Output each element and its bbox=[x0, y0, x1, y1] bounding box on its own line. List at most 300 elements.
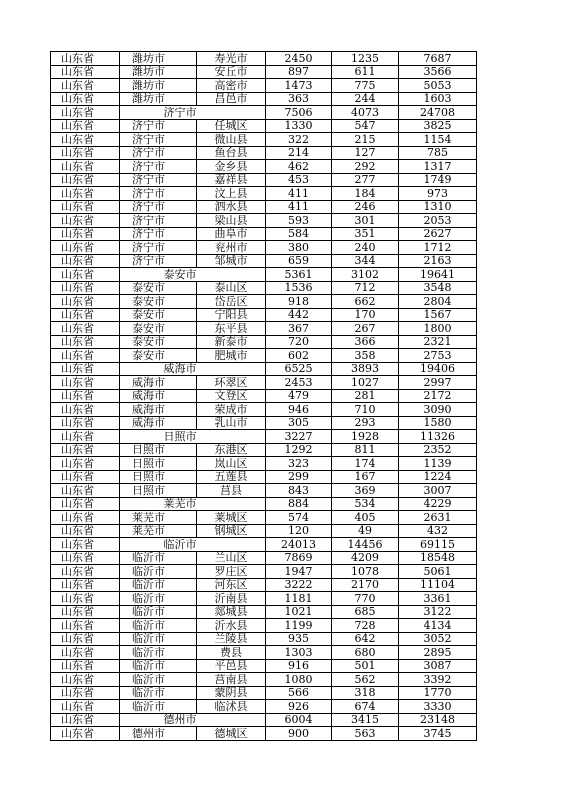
district-cell bbox=[197, 106, 266, 120]
province-cell: 山东省 bbox=[51, 551, 120, 565]
value-cell-3: 3745 bbox=[399, 727, 477, 741]
district-cell: 河东区 bbox=[197, 578, 266, 592]
district-cell: 兰山区 bbox=[197, 551, 266, 565]
district-cell: 钢城区 bbox=[197, 524, 266, 538]
table-row bbox=[51, 254, 477, 268]
value-cell-2: 611 bbox=[332, 65, 399, 79]
district-cell: 沂南县 bbox=[197, 592, 266, 606]
value-cell-2: 405 bbox=[332, 511, 399, 525]
value-cell-2: 366 bbox=[332, 335, 399, 349]
district-cell bbox=[197, 362, 266, 376]
value-cell-2: 674 bbox=[332, 700, 399, 714]
value-cell-3: 2997 bbox=[399, 376, 477, 390]
value-cell-1: 1303 bbox=[266, 646, 332, 660]
value-cell-1: 1330 bbox=[266, 119, 332, 133]
table-body bbox=[51, 52, 477, 741]
city-cell: 临沂市 bbox=[120, 619, 197, 633]
city-cell: 临沂市 bbox=[120, 659, 197, 673]
district-cell: 泰山区 bbox=[197, 281, 266, 295]
province-cell: 山东省 bbox=[51, 443, 120, 457]
province-cell: 山东省 bbox=[51, 322, 120, 336]
province-cell: 山东省 bbox=[51, 92, 120, 106]
value-cell-1: 411 bbox=[266, 187, 332, 201]
district-cell: 任城区 bbox=[197, 119, 266, 133]
value-cell-1: 411 bbox=[266, 200, 332, 214]
province-cell: 山东省 bbox=[51, 727, 120, 741]
city-cell: 日照市 bbox=[120, 484, 197, 498]
city-cell: 济宁市 bbox=[120, 214, 197, 228]
city-total-row bbox=[51, 362, 477, 376]
value-cell-2: 318 bbox=[332, 686, 399, 700]
value-cell-3: 973 bbox=[399, 187, 477, 201]
province-cell: 山东省 bbox=[51, 619, 120, 633]
value-cell-3: 19641 bbox=[399, 268, 477, 282]
district-cell: 微山县 bbox=[197, 133, 266, 147]
value-cell-3: 3392 bbox=[399, 673, 477, 687]
district-cell: 汶上县 bbox=[197, 187, 266, 201]
value-cell-3: 23148 bbox=[399, 713, 477, 727]
value-cell-3: 3361 bbox=[399, 592, 477, 606]
city-name-cell: 莱芜市 bbox=[120, 497, 197, 511]
city-cell: 济宁市 bbox=[120, 146, 197, 160]
table-row bbox=[51, 65, 477, 79]
district-cell: 费县 bbox=[197, 646, 266, 660]
value-cell-1: 7506 bbox=[266, 106, 332, 120]
district-cell: 德城区 bbox=[197, 727, 266, 741]
value-cell-1: 6525 bbox=[266, 362, 332, 376]
table-row bbox=[51, 727, 477, 741]
city-name-cell: 济宁市 bbox=[120, 106, 197, 120]
value-cell-2: 369 bbox=[332, 484, 399, 498]
district-cell: 乳山市 bbox=[197, 416, 266, 430]
value-cell-2: 215 bbox=[332, 133, 399, 147]
value-cell-2: 547 bbox=[332, 119, 399, 133]
value-cell-1: 7869 bbox=[266, 551, 332, 565]
table-row bbox=[51, 281, 477, 295]
table-row bbox=[51, 632, 477, 646]
value-cell-2: 563 bbox=[332, 727, 399, 741]
table-row bbox=[51, 592, 477, 606]
city-total-row bbox=[51, 713, 477, 727]
city-cell: 德州市 bbox=[120, 727, 197, 741]
district-cell: 蒙阴县 bbox=[197, 686, 266, 700]
city-cell: 济宁市 bbox=[120, 187, 197, 201]
value-cell-3: 4134 bbox=[399, 619, 477, 633]
city-cell: 临沂市 bbox=[120, 632, 197, 646]
city-cell: 泰安市 bbox=[120, 308, 197, 322]
value-cell-1: 453 bbox=[266, 173, 332, 187]
province-cell: 山东省 bbox=[51, 713, 120, 727]
table-row bbox=[51, 457, 477, 471]
province-cell: 山东省 bbox=[51, 605, 120, 619]
value-cell-3: 785 bbox=[399, 146, 477, 160]
province-cell: 山东省 bbox=[51, 335, 120, 349]
province-cell: 山东省 bbox=[51, 52, 120, 66]
value-cell-2: 680 bbox=[332, 646, 399, 660]
value-cell-2: 244 bbox=[332, 92, 399, 106]
district-cell bbox=[197, 268, 266, 282]
city-name-cell: 威海市 bbox=[120, 362, 197, 376]
province-cell: 山东省 bbox=[51, 349, 120, 363]
table-row bbox=[51, 524, 477, 538]
district-cell bbox=[197, 713, 266, 727]
province-cell: 山东省 bbox=[51, 295, 120, 309]
province-cell: 山东省 bbox=[51, 187, 120, 201]
province-cell: 山东省 bbox=[51, 133, 120, 147]
province-cell: 山东省 bbox=[51, 268, 120, 282]
value-cell-3: 1580 bbox=[399, 416, 477, 430]
value-cell-2: 685 bbox=[332, 605, 399, 619]
value-cell-2: 293 bbox=[332, 416, 399, 430]
value-cell-2: 174 bbox=[332, 457, 399, 471]
value-cell-3: 1712 bbox=[399, 241, 477, 255]
value-cell-3: 3007 bbox=[399, 484, 477, 498]
province-cell: 山东省 bbox=[51, 389, 120, 403]
province-cell: 山东省 bbox=[51, 403, 120, 417]
table-row bbox=[51, 79, 477, 93]
value-cell-1: 593 bbox=[266, 214, 332, 228]
value-cell-3: 1139 bbox=[399, 457, 477, 471]
district-cell: 寿光市 bbox=[197, 52, 266, 66]
value-cell-2: 1027 bbox=[332, 376, 399, 390]
province-cell: 山东省 bbox=[51, 686, 120, 700]
value-cell-2: 358 bbox=[332, 349, 399, 363]
city-name-cell: 日照市 bbox=[120, 430, 197, 444]
province-cell: 山东省 bbox=[51, 416, 120, 430]
province-cell: 山东省 bbox=[51, 578, 120, 592]
value-cell-1: 2450 bbox=[266, 52, 332, 66]
value-cell-3: 1317 bbox=[399, 160, 477, 174]
value-cell-2: 301 bbox=[332, 214, 399, 228]
province-cell: 山东省 bbox=[51, 79, 120, 93]
value-cell-3: 2631 bbox=[399, 511, 477, 525]
value-cell-1: 442 bbox=[266, 308, 332, 322]
value-cell-1: 299 bbox=[266, 470, 332, 484]
value-cell-3: 4229 bbox=[399, 497, 477, 511]
value-cell-1: 5361 bbox=[266, 268, 332, 282]
table-row bbox=[51, 146, 477, 160]
district-cell: 高密市 bbox=[197, 79, 266, 93]
value-cell-1: 1536 bbox=[266, 281, 332, 295]
table-row bbox=[51, 686, 477, 700]
value-cell-3: 5053 bbox=[399, 79, 477, 93]
table-row bbox=[51, 349, 477, 363]
value-cell-2: 728 bbox=[332, 619, 399, 633]
value-cell-1: 946 bbox=[266, 403, 332, 417]
province-cell: 山东省 bbox=[51, 200, 120, 214]
value-cell-1: 367 bbox=[266, 322, 332, 336]
value-cell-1: 214 bbox=[266, 146, 332, 160]
province-cell: 山东省 bbox=[51, 700, 120, 714]
district-cell: 莒县 bbox=[197, 484, 266, 498]
province-cell: 山东省 bbox=[51, 565, 120, 579]
value-cell-2: 170 bbox=[332, 308, 399, 322]
district-cell: 莱城区 bbox=[197, 511, 266, 525]
city-cell: 临沂市 bbox=[120, 565, 197, 579]
city-cell: 临沂市 bbox=[120, 592, 197, 606]
city-cell: 济宁市 bbox=[120, 173, 197, 187]
province-cell: 山东省 bbox=[51, 673, 120, 687]
city-total-row bbox=[51, 268, 477, 282]
value-cell-2: 267 bbox=[332, 322, 399, 336]
province-cell: 山东省 bbox=[51, 592, 120, 606]
value-cell-3: 3825 bbox=[399, 119, 477, 133]
district-cell: 新泰市 bbox=[197, 335, 266, 349]
value-cell-2: 3893 bbox=[332, 362, 399, 376]
value-cell-1: 120 bbox=[266, 524, 332, 538]
value-cell-2: 3415 bbox=[332, 713, 399, 727]
value-cell-2: 811 bbox=[332, 443, 399, 457]
value-cell-3: 69115 bbox=[399, 538, 477, 552]
value-cell-1: 916 bbox=[266, 659, 332, 673]
value-cell-2: 712 bbox=[332, 281, 399, 295]
district-cell: 安丘市 bbox=[197, 65, 266, 79]
district-cell: 梁山县 bbox=[197, 214, 266, 228]
district-cell: 临沭县 bbox=[197, 700, 266, 714]
table-row bbox=[51, 335, 477, 349]
value-cell-2: 710 bbox=[332, 403, 399, 417]
value-cell-2: 4209 bbox=[332, 551, 399, 565]
value-cell-1: 2453 bbox=[266, 376, 332, 390]
province-cell: 山东省 bbox=[51, 119, 120, 133]
district-cell: 沂水县 bbox=[197, 619, 266, 633]
city-cell: 临沂市 bbox=[120, 646, 197, 660]
value-cell-2: 246 bbox=[332, 200, 399, 214]
value-cell-1: 1199 bbox=[266, 619, 332, 633]
value-cell-2: 4073 bbox=[332, 106, 399, 120]
value-cell-2: 562 bbox=[332, 673, 399, 687]
value-cell-3: 3566 bbox=[399, 65, 477, 79]
province-cell: 山东省 bbox=[51, 470, 120, 484]
value-cell-1: 900 bbox=[266, 727, 332, 741]
value-cell-2: 49 bbox=[332, 524, 399, 538]
table-row bbox=[51, 241, 477, 255]
table-row bbox=[51, 173, 477, 187]
table-row bbox=[51, 403, 477, 417]
value-cell-3: 11104 bbox=[399, 578, 477, 592]
city-cell: 潍坊市 bbox=[120, 65, 197, 79]
value-cell-3: 19406 bbox=[399, 362, 477, 376]
value-cell-3: 2753 bbox=[399, 349, 477, 363]
value-cell-3: 5061 bbox=[399, 565, 477, 579]
value-cell-1: 24013 bbox=[266, 538, 332, 552]
value-cell-1: 305 bbox=[266, 416, 332, 430]
value-cell-2: 184 bbox=[332, 187, 399, 201]
value-cell-2: 534 bbox=[332, 497, 399, 511]
table-row bbox=[51, 119, 477, 133]
table-row bbox=[51, 187, 477, 201]
value-cell-3: 1749 bbox=[399, 173, 477, 187]
value-cell-3: 18548 bbox=[399, 551, 477, 565]
district-cell: 曲阜市 bbox=[197, 227, 266, 241]
value-cell-2: 344 bbox=[332, 254, 399, 268]
value-cell-3: 2804 bbox=[399, 295, 477, 309]
value-cell-2: 770 bbox=[332, 592, 399, 606]
city-cell: 潍坊市 bbox=[120, 92, 197, 106]
district-cell: 泗水县 bbox=[197, 200, 266, 214]
table-row bbox=[51, 619, 477, 633]
value-cell-1: 479 bbox=[266, 389, 332, 403]
district-cell: 嘉祥县 bbox=[197, 173, 266, 187]
value-cell-1: 918 bbox=[266, 295, 332, 309]
value-cell-3: 2352 bbox=[399, 443, 477, 457]
district-cell: 鱼台县 bbox=[197, 146, 266, 160]
province-cell: 山东省 bbox=[51, 254, 120, 268]
city-cell: 济宁市 bbox=[120, 200, 197, 214]
district-cell: 荣成市 bbox=[197, 403, 266, 417]
table-row bbox=[51, 511, 477, 525]
province-cell: 山东省 bbox=[51, 632, 120, 646]
city-cell: 临沂市 bbox=[120, 673, 197, 687]
city-cell: 泰安市 bbox=[120, 322, 197, 336]
district-cell: 文登区 bbox=[197, 389, 266, 403]
table-row bbox=[51, 295, 477, 309]
district-cell bbox=[197, 497, 266, 511]
city-cell: 威海市 bbox=[120, 403, 197, 417]
city-cell: 日照市 bbox=[120, 443, 197, 457]
city-cell: 临沂市 bbox=[120, 578, 197, 592]
value-cell-2: 14456 bbox=[332, 538, 399, 552]
value-cell-3: 1567 bbox=[399, 308, 477, 322]
value-cell-3: 1224 bbox=[399, 470, 477, 484]
city-cell: 泰安市 bbox=[120, 349, 197, 363]
value-cell-1: 1292 bbox=[266, 443, 332, 457]
value-cell-1: 602 bbox=[266, 349, 332, 363]
value-cell-2: 501 bbox=[332, 659, 399, 673]
value-cell-1: 566 bbox=[266, 686, 332, 700]
table-row bbox=[51, 646, 477, 660]
city-cell: 莱芜市 bbox=[120, 524, 197, 538]
table-row bbox=[51, 551, 477, 565]
district-cell: 东平县 bbox=[197, 322, 266, 336]
table-row bbox=[51, 52, 477, 66]
city-cell: 临沂市 bbox=[120, 686, 197, 700]
value-cell-1: 6004 bbox=[266, 713, 332, 727]
value-cell-3: 3122 bbox=[399, 605, 477, 619]
value-cell-1: 462 bbox=[266, 160, 332, 174]
value-cell-3: 3548 bbox=[399, 281, 477, 295]
value-cell-1: 926 bbox=[266, 700, 332, 714]
city-cell: 临沂市 bbox=[120, 605, 197, 619]
table-row bbox=[51, 673, 477, 687]
table-row bbox=[51, 376, 477, 390]
district-cell bbox=[197, 430, 266, 444]
value-cell-2: 292 bbox=[332, 160, 399, 174]
table-row bbox=[51, 578, 477, 592]
province-cell: 山东省 bbox=[51, 457, 120, 471]
province-cell: 山东省 bbox=[51, 376, 120, 390]
district-cell: 肥城市 bbox=[197, 349, 266, 363]
city-total-row bbox=[51, 106, 477, 120]
value-cell-2: 1078 bbox=[332, 565, 399, 579]
table-row bbox=[51, 214, 477, 228]
district-cell: 昌邑市 bbox=[197, 92, 266, 106]
city-total-row bbox=[51, 538, 477, 552]
city-cell: 济宁市 bbox=[120, 241, 197, 255]
city-cell: 泰安市 bbox=[120, 335, 197, 349]
district-cell: 兰陵县 bbox=[197, 632, 266, 646]
district-cell: 郯城县 bbox=[197, 605, 266, 619]
value-cell-3: 3087 bbox=[399, 659, 477, 673]
value-cell-3: 1310 bbox=[399, 200, 477, 214]
table-row bbox=[51, 133, 477, 147]
value-cell-3: 2053 bbox=[399, 214, 477, 228]
value-cell-2: 127 bbox=[332, 146, 399, 160]
district-cell: 宁阳县 bbox=[197, 308, 266, 322]
city-cell: 泰安市 bbox=[120, 281, 197, 295]
value-cell-3: 3330 bbox=[399, 700, 477, 714]
table-row bbox=[51, 322, 477, 336]
district-cell: 岱岳区 bbox=[197, 295, 266, 309]
city-cell: 济宁市 bbox=[120, 254, 197, 268]
data-table bbox=[50, 51, 477, 741]
city-name-cell: 泰安市 bbox=[120, 268, 197, 282]
value-cell-2: 662 bbox=[332, 295, 399, 309]
city-cell: 临沂市 bbox=[120, 700, 197, 714]
province-cell: 山东省 bbox=[51, 160, 120, 174]
district-cell: 莒南县 bbox=[197, 673, 266, 687]
value-cell-1: 3222 bbox=[266, 578, 332, 592]
table-row bbox=[51, 700, 477, 714]
table-row bbox=[51, 92, 477, 106]
city-cell: 日照市 bbox=[120, 470, 197, 484]
table-row bbox=[51, 605, 477, 619]
value-cell-1: 935 bbox=[266, 632, 332, 646]
city-cell: 潍坊市 bbox=[120, 79, 197, 93]
value-cell-1: 884 bbox=[266, 497, 332, 511]
table-row bbox=[51, 227, 477, 241]
table-row bbox=[51, 484, 477, 498]
value-cell-3: 2627 bbox=[399, 227, 477, 241]
value-cell-3: 2163 bbox=[399, 254, 477, 268]
value-cell-1: 659 bbox=[266, 254, 332, 268]
city-cell: 济宁市 bbox=[120, 227, 197, 241]
province-cell: 山东省 bbox=[51, 484, 120, 498]
city-cell: 威海市 bbox=[120, 416, 197, 430]
value-cell-3: 24708 bbox=[399, 106, 477, 120]
value-cell-3: 3090 bbox=[399, 403, 477, 417]
table-row bbox=[51, 565, 477, 579]
value-cell-1: 1181 bbox=[266, 592, 332, 606]
province-cell: 山东省 bbox=[51, 227, 120, 241]
city-cell: 济宁市 bbox=[120, 119, 197, 133]
district-cell: 环翠区 bbox=[197, 376, 266, 390]
table-row bbox=[51, 416, 477, 430]
province-cell: 山东省 bbox=[51, 173, 120, 187]
city-cell: 济宁市 bbox=[120, 160, 197, 174]
value-cell-2: 775 bbox=[332, 79, 399, 93]
province-cell: 山东省 bbox=[51, 241, 120, 255]
district-cell: 金乡县 bbox=[197, 160, 266, 174]
value-cell-1: 574 bbox=[266, 511, 332, 525]
value-cell-3: 432 bbox=[399, 524, 477, 538]
district-cell: 五莲县 bbox=[197, 470, 266, 484]
value-cell-2: 3102 bbox=[332, 268, 399, 282]
district-cell: 罗庄区 bbox=[197, 565, 266, 579]
table-row bbox=[51, 443, 477, 457]
city-cell: 莱芜市 bbox=[120, 511, 197, 525]
province-cell: 山东省 bbox=[51, 281, 120, 295]
value-cell-2: 240 bbox=[332, 241, 399, 255]
value-cell-1: 897 bbox=[266, 65, 332, 79]
table-row bbox=[51, 389, 477, 403]
value-cell-3: 2321 bbox=[399, 335, 477, 349]
value-cell-2: 281 bbox=[332, 389, 399, 403]
value-cell-2: 351 bbox=[332, 227, 399, 241]
value-cell-3: 1800 bbox=[399, 322, 477, 336]
value-cell-2: 1235 bbox=[332, 52, 399, 66]
table-row bbox=[51, 160, 477, 174]
